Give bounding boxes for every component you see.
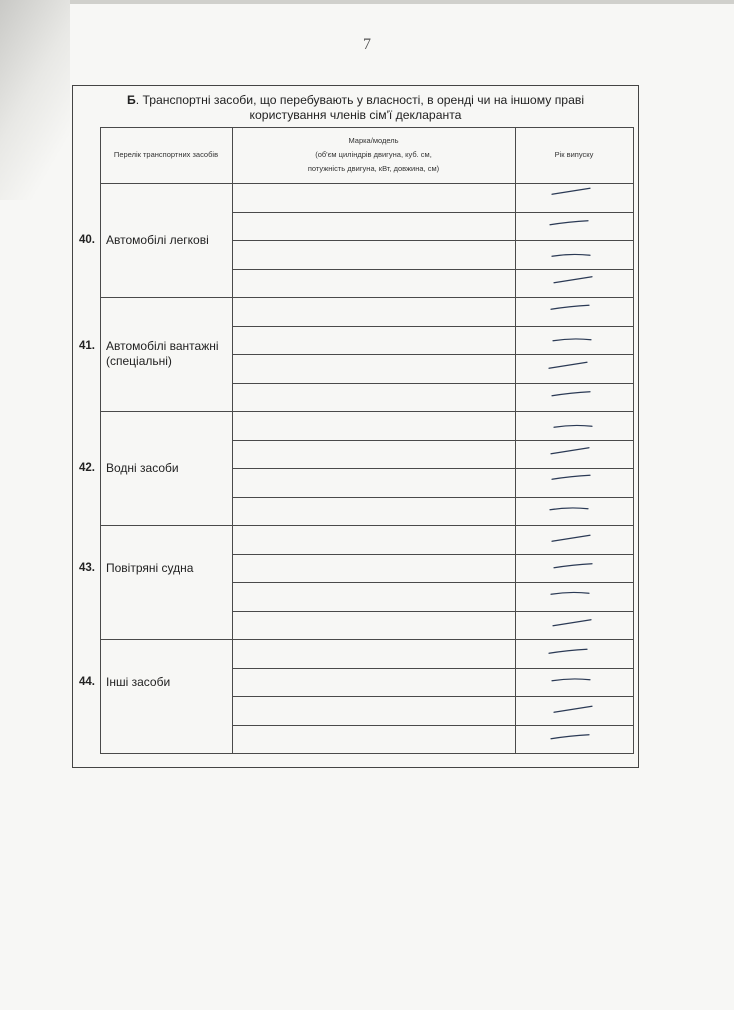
section-letter: Б [126,93,136,107]
year-cell-dash [554,564,592,568]
header-vehicles-list-text: Перелік транспортних засобів [113,150,219,159]
year-cell-dash [554,277,592,283]
section-title-line2: користування членів сім'ї декларанта [249,108,462,122]
page-number: 7 [363,36,371,53]
row-number-43: 43. [79,562,95,574]
header-brand-line3: потужність двигуна, кВт, довжина, см) [307,164,440,173]
year-cell-dash [549,649,587,653]
year-cell-dash [551,735,589,739]
row-label-41-line1: Автомобілі вантажні [106,339,219,353]
year-cell-dash [554,706,592,712]
year-cell-dash [552,679,590,681]
row-number-44: 44. [79,676,95,688]
year-cell-dash [551,305,589,309]
row-number-40: 40. [79,234,95,246]
year-cell-dash [550,508,588,510]
year-cell-dash [552,188,590,194]
header-brand-line1: Марка/модель [348,136,399,145]
year-cell-dash [552,475,590,479]
row-number-42: 42. [79,462,95,474]
header-brand-line2: (об'єм циліндрів двигуна, куб. см, [315,150,432,159]
row-label-43-line1: Повітряні судна [106,561,194,575]
year-cell-dash [554,425,592,427]
row-label-44-line1: Інші засоби [106,675,171,689]
year-cell-dash [549,362,587,368]
row-number-41: 41. [79,340,95,352]
section-title-line1: . Транспортні засоби, що перебувають у власності, в оренді чи на іншому праві [135,93,585,107]
row-label-41-line2: (спеціальні) [106,354,172,368]
year-cell-dash [553,620,591,626]
year-cell-dash [551,592,589,594]
year-cell-dash [550,221,588,225]
year-cell-dash [553,339,591,341]
year-cell-dash [552,254,590,256]
year-cell-dash [552,392,590,396]
year-cell-dash [551,448,589,454]
row-label-40-line1: Автомобілі легкові [106,233,209,247]
row-label-42-line1: Водні засоби [106,461,179,475]
year-cell-dash [552,535,590,541]
header-year-text: Рік випуску [554,150,594,159]
